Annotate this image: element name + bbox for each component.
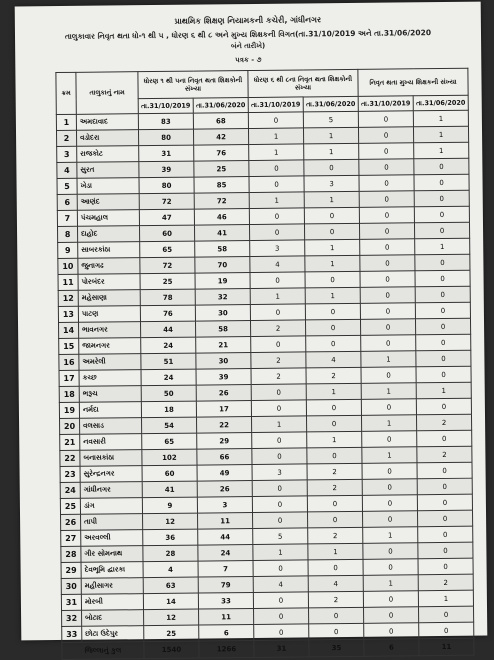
count-cell: 0 xyxy=(362,479,417,496)
taluka-name: ગાંધીનગર xyxy=(80,482,142,499)
count-cell: 1 xyxy=(362,415,417,432)
count-cell: 0 xyxy=(417,462,472,479)
header-date: તા.31/06/2020 xyxy=(413,95,468,111)
count-cell: 0 xyxy=(360,303,415,320)
count-cell: 0 xyxy=(308,511,363,528)
count-cell: 42 xyxy=(193,129,248,146)
count-cell: 44 xyxy=(198,528,253,545)
count-cell: 102 xyxy=(142,449,197,466)
count-cell: 0 xyxy=(253,592,308,609)
count-cell: 11 xyxy=(198,512,253,529)
header-std6-8: ધોરણ ૬ થી ૮ના નિવૃત થતા શિક્ષકોની સંખ્યા xyxy=(248,69,358,97)
count-cell: 51 xyxy=(141,353,196,370)
count-cell: 0 xyxy=(305,271,360,288)
count-cell: 0 xyxy=(419,606,474,623)
count-cell: 0 xyxy=(414,158,469,175)
count-cell: 2 xyxy=(307,479,362,496)
count-cell: 2 xyxy=(251,352,306,369)
count-cell: 76 xyxy=(140,305,195,322)
count-cell: 0 xyxy=(305,303,360,320)
count-cell: 4 xyxy=(250,256,305,273)
form-number: પત્રક - ૭ xyxy=(235,55,262,65)
count-cell: 0 xyxy=(363,559,418,576)
count-cell: 0 xyxy=(304,207,359,224)
count-cell: 63 xyxy=(143,577,198,594)
count-cell: 58 xyxy=(195,321,250,338)
count-cell: 2 xyxy=(308,527,363,544)
count-cell: 0 xyxy=(249,208,304,225)
count-cell: 0 xyxy=(364,607,419,624)
count-cell: 1 xyxy=(363,575,418,592)
count-cell: 46 xyxy=(194,209,249,226)
total-cell: 31 xyxy=(254,640,309,658)
count-cell: 0 xyxy=(253,560,308,577)
count-cell: 1 xyxy=(416,382,471,399)
count-cell: 3 xyxy=(250,240,305,257)
row-number: 29 xyxy=(61,562,81,578)
count-cell: 0 xyxy=(415,302,470,319)
count-cell: 0 xyxy=(251,400,306,417)
count-cell: 0 xyxy=(415,270,470,287)
header-head-teacher: નિવૃત થતા મુખ્ય શિક્ષકની સંખ્યા xyxy=(358,68,468,96)
count-cell: 2 xyxy=(306,367,361,384)
count-cell: 0 xyxy=(417,430,472,447)
count-cell: 25 xyxy=(140,273,195,290)
count-cell: 72 xyxy=(194,193,249,210)
count-cell: 44 xyxy=(141,321,196,338)
count-cell: 1 xyxy=(413,126,468,143)
count-cell: 2 xyxy=(417,446,472,463)
taluka-name: ડાંગ xyxy=(80,498,142,515)
row-number: 7 xyxy=(57,210,77,226)
taluka-name: દાહોદ xyxy=(77,226,139,243)
taluka-name: બોટાદ xyxy=(82,610,144,627)
taluka-name: સુરત xyxy=(77,162,139,179)
taluka-name: બનાસકાંઠા xyxy=(80,450,142,467)
count-cell: 0 xyxy=(252,496,307,513)
count-cell: 58 xyxy=(195,241,250,258)
count-cell: 33 xyxy=(198,592,253,609)
row-number: 11 xyxy=(58,274,78,290)
count-cell: 80 xyxy=(138,129,193,146)
count-cell: 66 xyxy=(197,448,252,465)
count-cell: 0 xyxy=(248,112,303,129)
count-cell: 47 xyxy=(139,209,194,226)
count-cell: 0 xyxy=(416,366,471,383)
count-cell: 0 xyxy=(359,191,414,208)
count-cell: 29 xyxy=(197,432,252,449)
count-cell: 32 xyxy=(195,289,250,306)
count-cell: 1 xyxy=(250,288,305,305)
header-std1-5: ધોરણ ૧ થી ૫ના નિવૃત થતા શિક્ષકોની સંખ્યા xyxy=(138,71,248,99)
row-number: 26 xyxy=(61,514,81,530)
count-cell: 1 xyxy=(249,144,304,161)
count-cell: 0 xyxy=(305,319,360,336)
count-cell: 0 xyxy=(415,286,470,303)
count-cell: 26 xyxy=(196,385,251,402)
row-number: 3 xyxy=(57,146,77,162)
count-cell: 0 xyxy=(416,398,471,415)
count-cell: 9 xyxy=(142,497,197,514)
count-cell: 0 xyxy=(306,399,361,416)
count-cell: 1 xyxy=(413,110,468,127)
document-page xyxy=(15,2,488,655)
count-cell: 12 xyxy=(143,513,198,530)
count-cell: 2 xyxy=(307,463,362,480)
count-cell: 4 xyxy=(143,561,198,578)
count-cell: 1 xyxy=(252,416,307,433)
count-cell: 79 xyxy=(198,576,253,593)
count-cell: 0 xyxy=(362,463,417,480)
count-cell: 39 xyxy=(139,161,194,178)
count-cell: 0 xyxy=(418,542,473,559)
count-cell: 1 xyxy=(418,590,473,607)
count-cell: 60 xyxy=(142,465,197,482)
row-number: 12 xyxy=(58,290,78,306)
count-cell: 0 xyxy=(307,447,362,464)
count-cell: 0 xyxy=(363,511,418,528)
row-number: 16 xyxy=(59,354,79,370)
count-cell: 0 xyxy=(304,223,359,240)
count-cell: 0 xyxy=(307,495,362,512)
total-row xyxy=(62,638,474,659)
row-number: 17 xyxy=(59,370,79,386)
count-cell: 0 xyxy=(361,319,416,336)
total-cell: 1540 xyxy=(144,641,199,659)
count-cell: 11 xyxy=(199,608,254,625)
count-cell: 2 xyxy=(308,591,363,608)
taluka-name: તાપી xyxy=(81,514,143,531)
row-number: 2 xyxy=(56,130,76,146)
count-cell: 30 xyxy=(195,305,250,322)
count-cell: 1 xyxy=(305,287,360,304)
row-number: 21 xyxy=(60,434,80,450)
count-cell: 1 xyxy=(414,142,469,159)
count-cell: 65 xyxy=(140,241,195,258)
count-cell: 0 xyxy=(414,190,469,207)
count-cell: 0 xyxy=(360,271,415,288)
count-cell: 3 xyxy=(252,464,307,481)
taluka-name: વડોદરા xyxy=(76,130,138,147)
count-cell: 6 xyxy=(199,624,254,641)
count-cell: 78 xyxy=(140,289,195,306)
total-cell: 6 xyxy=(364,639,419,657)
count-cell: 0 xyxy=(249,224,304,241)
count-cell: 0 xyxy=(417,478,472,495)
taluka-name: અમરેલી xyxy=(79,354,141,371)
count-cell: 2 xyxy=(418,574,473,591)
count-cell: 0 xyxy=(362,495,417,512)
count-cell: 0 xyxy=(416,350,471,367)
count-cell: 0 xyxy=(309,623,364,640)
report-title: તાલુકાવાર નિવૃત થતા ધો-૧ થી ૫ , ધોરણ ૬ થી ૮ અને મુખ્ય શિક્ષકની વિગત(તા.31/10/2019 અને તા.31/06/2020 xyxy=(64,28,432,41)
count-cell: 0 xyxy=(249,176,304,193)
table-body xyxy=(56,110,474,642)
count-cell: 0 xyxy=(359,175,414,192)
count-cell: 0 xyxy=(359,159,414,176)
count-cell: 0 xyxy=(250,272,305,289)
count-cell: 2 xyxy=(250,320,305,337)
count-cell: 0 xyxy=(359,207,414,224)
count-cell: 5 xyxy=(303,111,358,128)
count-cell: 0 xyxy=(415,254,470,271)
count-cell: 41 xyxy=(142,481,197,498)
taluka-name: મોરબી xyxy=(81,594,143,611)
count-cell: 83 xyxy=(138,113,193,130)
taluka-name: અમદાવાદ xyxy=(76,114,138,131)
count-cell: 0 xyxy=(416,334,471,351)
count-cell: 21 xyxy=(196,337,251,354)
count-cell: 70 xyxy=(195,257,250,274)
row-number: 8 xyxy=(58,226,78,242)
count-cell: 4 xyxy=(306,351,361,368)
count-cell: 68 xyxy=(193,113,248,130)
count-cell: 0 xyxy=(414,206,469,223)
taluka-name: સુરેન્દ્રનગર xyxy=(80,466,142,483)
count-cell: 0 xyxy=(251,384,306,401)
count-cell: 0 xyxy=(359,223,414,240)
count-cell: 1 xyxy=(249,192,304,209)
count-cell: 0 xyxy=(416,318,471,335)
row-number: 9 xyxy=(58,242,78,258)
count-cell: 12 xyxy=(144,609,199,626)
count-cell: 0 xyxy=(254,608,309,625)
count-cell: 0 xyxy=(364,623,419,640)
count-cell: 39 xyxy=(196,369,251,386)
taluka-name: વલસાડ xyxy=(80,418,142,435)
count-cell: 0 xyxy=(418,526,473,543)
count-cell: 36 xyxy=(143,529,198,546)
count-cell: 25 xyxy=(144,625,199,642)
header-date: તા.31/06/2020 xyxy=(193,98,248,114)
taluka-name: પોરબંદર xyxy=(78,274,140,291)
total-label: જિલ્લાનું કુલ xyxy=(62,642,144,660)
taluka-name: ગીર સોમનાથ xyxy=(81,546,143,563)
count-cell: 60 xyxy=(139,225,194,242)
count-cell: 1 xyxy=(248,128,303,145)
taluka-name: નર્મદા xyxy=(79,402,141,419)
count-cell: 0 xyxy=(361,367,416,384)
row-number: 14 xyxy=(59,322,79,338)
taluka-name: અરવલ્લી xyxy=(81,530,143,547)
count-cell: 0 xyxy=(360,287,415,304)
count-cell: 0 xyxy=(414,222,469,239)
row-number: 10 xyxy=(58,258,78,274)
count-cell: 65 xyxy=(142,433,197,450)
count-cell: 0 xyxy=(360,255,415,272)
count-cell: 25 xyxy=(194,161,249,178)
row-number: 5 xyxy=(57,178,77,194)
row-number: 15 xyxy=(59,338,79,354)
count-cell: 2 xyxy=(417,414,472,431)
count-cell: 0 xyxy=(361,399,416,416)
taluka-name: ભરૂચ xyxy=(79,386,141,403)
count-cell: 4 xyxy=(253,576,308,593)
row-number: 30 xyxy=(61,578,81,594)
count-cell: 5 xyxy=(253,528,308,545)
count-cell: 3 xyxy=(197,496,252,513)
count-cell: 0 xyxy=(418,510,473,527)
taluka-name: દેવભૂમિ દ્વારકા xyxy=(81,562,143,579)
count-cell: 72 xyxy=(140,257,195,274)
count-cell: 1 xyxy=(308,543,363,560)
count-cell: 1 xyxy=(305,239,360,256)
count-cell: 31 xyxy=(139,145,194,162)
count-cell: 0 xyxy=(418,558,473,575)
count-cell: 0 xyxy=(251,336,306,353)
row-number: 1 xyxy=(56,114,76,130)
count-cell: 72 xyxy=(139,193,194,210)
row-number: 20 xyxy=(60,418,80,434)
row-number: 28 xyxy=(61,546,81,562)
count-cell: 0 xyxy=(304,159,359,176)
count-cell: 0 xyxy=(358,127,413,144)
count-cell: 0 xyxy=(253,512,308,529)
header-date: તા.31/10/2019 xyxy=(138,98,193,114)
count-cell: 1 xyxy=(307,431,362,448)
count-cell: 1 xyxy=(304,143,359,160)
count-cell: 3 xyxy=(304,175,359,192)
row-number: 18 xyxy=(59,386,79,402)
count-cell: 0 xyxy=(309,607,364,624)
count-cell: 0 xyxy=(306,335,361,352)
count-cell: 1 xyxy=(304,191,359,208)
count-cell: 1 xyxy=(303,127,358,144)
count-cell: 0 xyxy=(358,111,413,128)
count-cell: 76 xyxy=(194,145,249,162)
count-cell: 1 xyxy=(305,255,360,272)
count-cell: 41 xyxy=(194,225,249,242)
count-cell: 17 xyxy=(196,401,251,418)
taluka-name: છોટા ઉદેપુર xyxy=(82,626,144,643)
count-cell: 54 xyxy=(142,417,197,434)
total-cell: 1266 xyxy=(199,640,254,658)
count-cell: 49 xyxy=(197,464,252,481)
count-cell: 0 xyxy=(363,543,418,560)
taluka-name: મહેસાણા xyxy=(78,290,140,307)
taluka-name: આણંદ xyxy=(77,194,139,211)
count-cell: 0 xyxy=(252,432,307,449)
count-cell: 0 xyxy=(359,143,414,160)
taluka-name: રાજકોટ xyxy=(77,146,139,163)
taluka-name: જુનાગઢ xyxy=(78,258,140,275)
count-cell: 0 xyxy=(361,335,416,352)
row-number: 13 xyxy=(58,306,78,322)
row-number: 19 xyxy=(59,402,79,418)
count-cell: 18 xyxy=(141,401,196,418)
count-cell: 7 xyxy=(198,560,253,577)
count-cell: 19 xyxy=(195,273,250,290)
count-cell: 1 xyxy=(361,383,416,400)
row-number: 22 xyxy=(60,450,80,466)
taluka-name: સાબરકાંઠા xyxy=(78,242,140,259)
total-cell: 11 xyxy=(419,638,474,656)
office-title: પ્રાથમિક શિક્ષણ નિયામકની કચેરી, ગાંધીનગર xyxy=(174,15,322,26)
row-number: 24 xyxy=(60,482,80,498)
count-cell: 2 xyxy=(251,368,306,385)
count-cell: 0 xyxy=(254,624,309,641)
taluka-name: કચ્છ xyxy=(79,370,141,387)
row-number: 6 xyxy=(57,194,77,210)
taluka-name: પાટણ xyxy=(78,306,140,323)
count-cell: 85 xyxy=(194,177,249,194)
count-cell: 0 xyxy=(252,448,307,465)
count-cell: 1 xyxy=(361,351,416,368)
taluka-name: જામનગર xyxy=(79,338,141,355)
count-cell: 24 xyxy=(141,337,196,354)
header-date: તા.31/06/2020 xyxy=(303,96,358,112)
header-taluka: તાલુકાનું નામ xyxy=(76,72,138,115)
row-number: 25 xyxy=(60,498,80,514)
count-cell: 0 xyxy=(252,480,307,497)
count-cell: 1 xyxy=(362,447,417,464)
row-number: 23 xyxy=(60,466,80,482)
retirement-table xyxy=(55,68,474,660)
count-cell: 1 xyxy=(363,527,418,544)
count-cell: 80 xyxy=(139,177,194,194)
count-cell: 50 xyxy=(141,385,196,402)
count-cell: 0 xyxy=(417,494,472,511)
count-cell: 26 xyxy=(197,480,252,497)
count-cell: 1 xyxy=(306,383,361,400)
count-cell: 0 xyxy=(360,239,415,256)
count-cell: 0 xyxy=(249,160,304,177)
report-title-cont: બંને તારીખે) xyxy=(230,41,266,51)
taluka-name: ભાવનગર xyxy=(79,322,141,339)
count-cell: 24 xyxy=(141,369,196,386)
taluka-name: મહીસાગર xyxy=(81,578,143,595)
row-number: 4 xyxy=(57,162,77,178)
count-cell: 4 xyxy=(308,575,363,592)
taluka-name: નવસારી xyxy=(80,434,142,451)
taluka-name: પંચમહાલ xyxy=(77,210,139,227)
count-cell: 1 xyxy=(253,544,308,561)
count-cell: 28 xyxy=(143,545,198,562)
count-cell: 0 xyxy=(363,591,418,608)
count-cell: 0 xyxy=(419,622,474,639)
total-cell: 35 xyxy=(309,639,364,657)
row-number: 32 xyxy=(62,610,82,626)
count-cell: 24 xyxy=(198,544,253,561)
taluka-name: ખેડા xyxy=(77,178,139,195)
count-cell: 0 xyxy=(306,415,361,432)
count-cell: 22 xyxy=(197,417,252,434)
count-cell: 0 xyxy=(250,304,305,321)
row-number: 33 xyxy=(62,626,82,642)
header-date: તા.31/10/2019 xyxy=(358,96,413,112)
row-number: 31 xyxy=(61,594,81,610)
count-cell: 0 xyxy=(362,431,417,448)
count-cell: 0 xyxy=(308,559,363,576)
row-number: 27 xyxy=(61,530,81,546)
header-date: તા.31/10/2019 xyxy=(248,97,303,113)
count-cell: 0 xyxy=(414,174,469,191)
count-cell: 1 xyxy=(415,238,470,255)
count-cell: 14 xyxy=(143,593,198,610)
header-sr: ક્રમ xyxy=(56,72,76,114)
count-cell: 30 xyxy=(196,353,251,370)
